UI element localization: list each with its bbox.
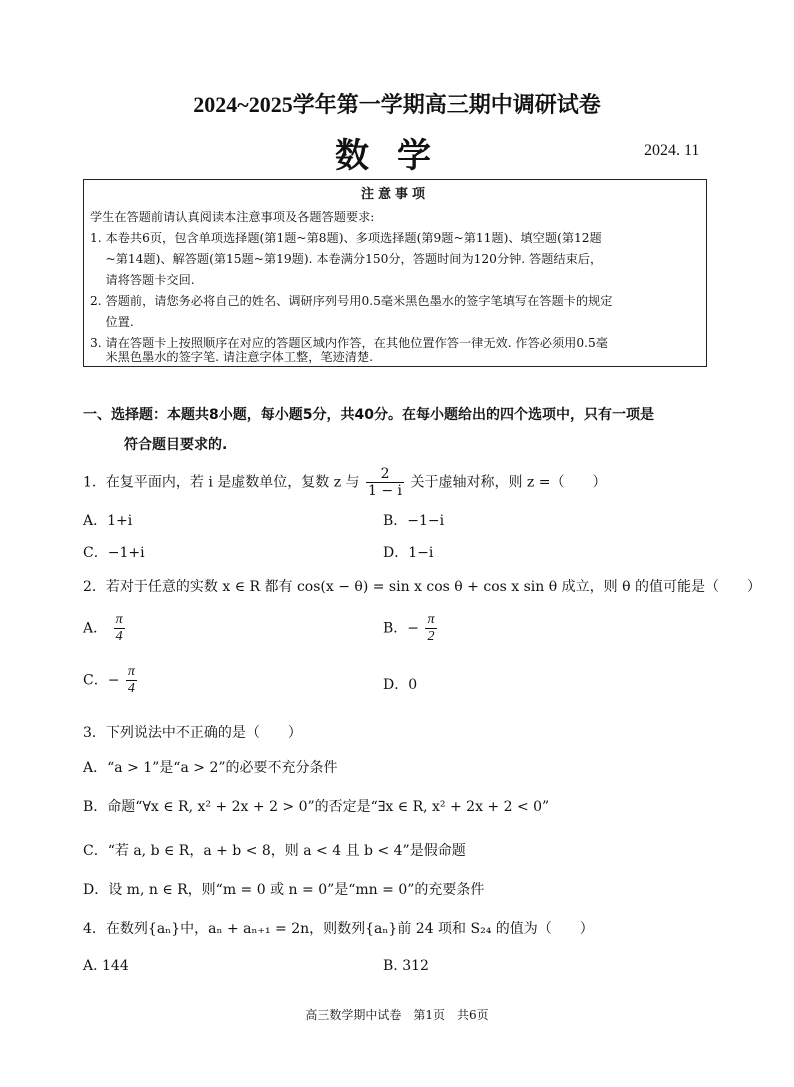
q2-option-b (383, 612, 439, 645)
question-1 (83, 466, 607, 499)
fraction-denominator: 2 (427, 629, 435, 644)
q4-option-b: B. 312 (383, 958, 429, 974)
notice-line: 3. 请在答题卡上按照顺序在对应的答题区域内作答，在其他位置作答一律无效. 作答必须用0.5毫 (90, 336, 608, 350)
fraction-numerator: π (127, 664, 135, 679)
fraction (114, 612, 125, 645)
question-2: 2．若对于任意的实数 x ∈ R 都有 cos(x − θ) = sin x cos θ + cos x sin θ 成立，则 θ 的值可能是（ ） (83, 579, 761, 595)
option-label: A． (83, 620, 108, 637)
question-1-text-end: 关于虚轴对称，则 z =（ ） (410, 474, 607, 491)
q3-option-b: B．命题“∀x ∈ R, x² + 2x + 2 > 0”的否定是“∃x ∈ R, x² + 2x + 2 < 0” (83, 799, 550, 815)
section-heading-cont: 符合题目要求的. (124, 437, 228, 453)
notice-box (83, 179, 707, 367)
question-1-text: 1．在复平面内，若 i 是虚数单位，复数 z 与 (83, 474, 360, 491)
fraction-numerator: π (115, 612, 123, 627)
fraction-numerator: 2 (366, 466, 404, 483)
fraction-numerator: π (427, 612, 435, 627)
q3-option-c: C．“若 a, b ∈ R，a + b < 8，则 a < 4 且 b < 4”是假命题 (83, 843, 466, 859)
fraction-denominator: 4 (127, 681, 135, 696)
question-3: 3．下列说法中不正确的是（ ） (83, 725, 302, 741)
notice-line: 米黑色墨水的签字笔. 请注意字体工整，笔迹清楚. (90, 350, 374, 364)
notice-line: 1. 本卷共6页，包含单项选择题(第1题~第8题)、多项选择题(第9题~第11题)、填空题(第12题 (90, 231, 602, 245)
fraction (126, 664, 137, 697)
fraction (425, 612, 436, 645)
q1-option-a: A．1+i (83, 513, 133, 529)
exam-title: 2024~2025学年第一学期高三期中调研试卷 (193, 92, 601, 117)
subject-title: 数学 (335, 136, 459, 176)
q3-option-a: A．“a > 1”是“a > 2”的必要不充分条件 (83, 760, 338, 776)
option-label: B．− (383, 620, 420, 637)
q2-option-d: D．0 (383, 677, 418, 693)
q1-option-c: C．−1+i (83, 545, 145, 561)
option-label: C．− (83, 672, 120, 689)
notice-line: ~第14题)、解答题(第15题~第19题). 本卷满分150分，答题时间为120分钟. 答题结束后， (90, 252, 603, 266)
fraction-denominator: 1 − i (368, 483, 403, 499)
notice-title: 注意事项 (360, 187, 429, 202)
q1-option-d: D．1−i (383, 545, 434, 561)
exam-date: 2024. 11 (644, 142, 700, 159)
section-heading: 一、选择题：本题共8小题，每小题5分，共40分。在每小题给出的四个选项中，只有一项是 (83, 407, 654, 423)
notice-line: 学生在答题前请认真阅读本注意事项及各题答题要求: (90, 210, 375, 224)
q2-option-c (83, 664, 139, 697)
q2-option-a (83, 612, 127, 645)
fraction (366, 466, 404, 499)
notice-line: 2. 答题前，请您务必将自己的姓名、调研序列号用0.5毫米黑色墨水的签字笔填写在答题卡的规定 (90, 294, 613, 308)
fraction-denominator: 4 (115, 629, 123, 644)
notice-line: 请将答题卡交回. (90, 273, 195, 287)
question-4: 4．在数列{aₙ}中，aₙ + aₙ₊₁ = 2n，则数列{aₙ}前 24 项和 S₂₄ 的值为（ ） (83, 921, 594, 937)
page-footer: 高三数学期中试卷 第1页 共6页 (305, 1008, 489, 1022)
q4-option-a: A. 144 (83, 958, 129, 974)
q3-option-d: D．设 m, n ∈ R，则“m = 0 或 n = 0”是“mn = 0”的充要条件 (83, 882, 485, 898)
notice-line: 位置. (90, 315, 134, 329)
q1-option-b: B．−1−i (383, 513, 445, 529)
